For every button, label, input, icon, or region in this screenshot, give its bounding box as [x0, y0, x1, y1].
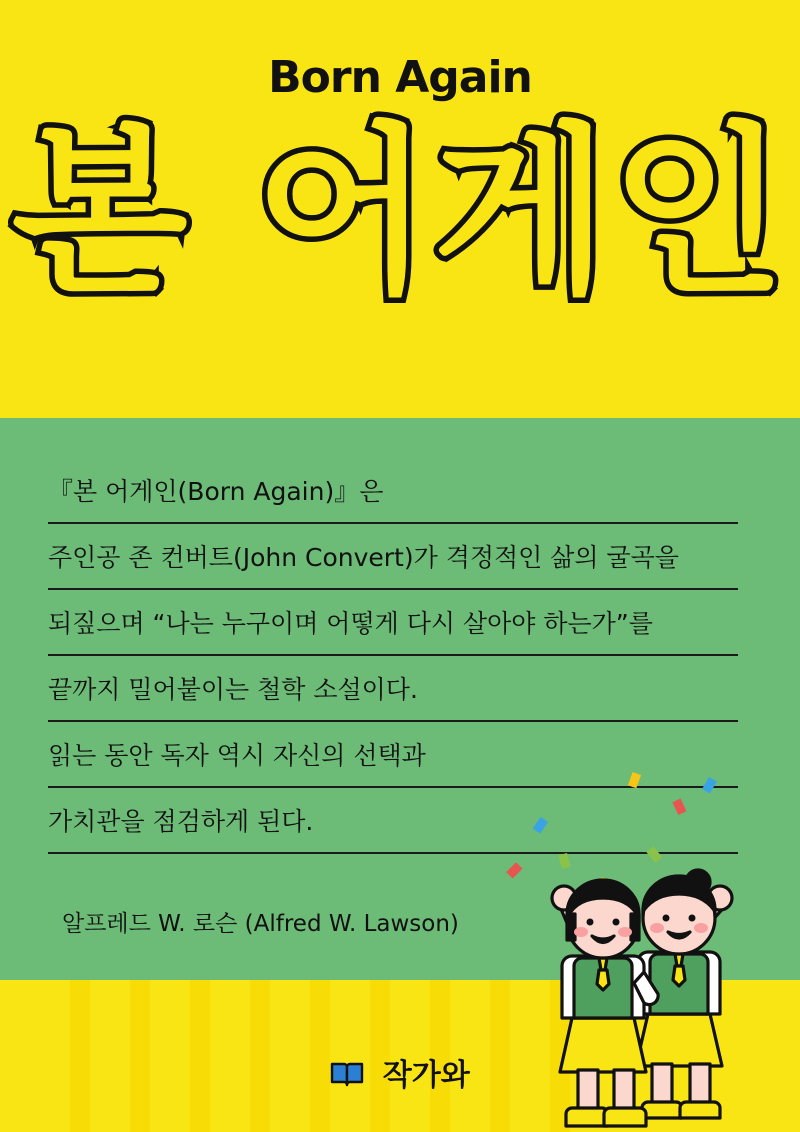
- description-text: 『본 어게인(Born Again)』은: [48, 477, 384, 506]
- title-area: [0, 0, 800, 418]
- description-text: 가치관을 점검하게 된다.: [48, 807, 314, 836]
- description-text: 되짚으며 “나는 누구이며 어떻게 다시 살아야 하는가”를: [48, 609, 653, 638]
- description-text: 주인공 존 컨버트(John Convert)가 격정적인 삶의 굴곡을: [48, 543, 679, 572]
- description-line: [48, 458, 738, 524]
- description-text: 끝까지 밀어붙이는 철학 소설이다.: [48, 675, 418, 704]
- publisher-name: 작가와: [382, 1058, 470, 1093]
- english-title: Born Again: [268, 52, 532, 103]
- author-name: 알프레드 W. 로슨 (Alfred W. Lawson): [62, 911, 459, 937]
- korean-title: 본 어게인: [11, 106, 789, 318]
- description-text: 읽는 동안 독자 역시 자신의 선택과: [48, 741, 426, 770]
- description-line: [48, 656, 738, 722]
- open-book-icon: [330, 1060, 364, 1096]
- description-line: [48, 524, 738, 590]
- description-line: [48, 590, 738, 656]
- characters-illustration: [462, 802, 792, 1132]
